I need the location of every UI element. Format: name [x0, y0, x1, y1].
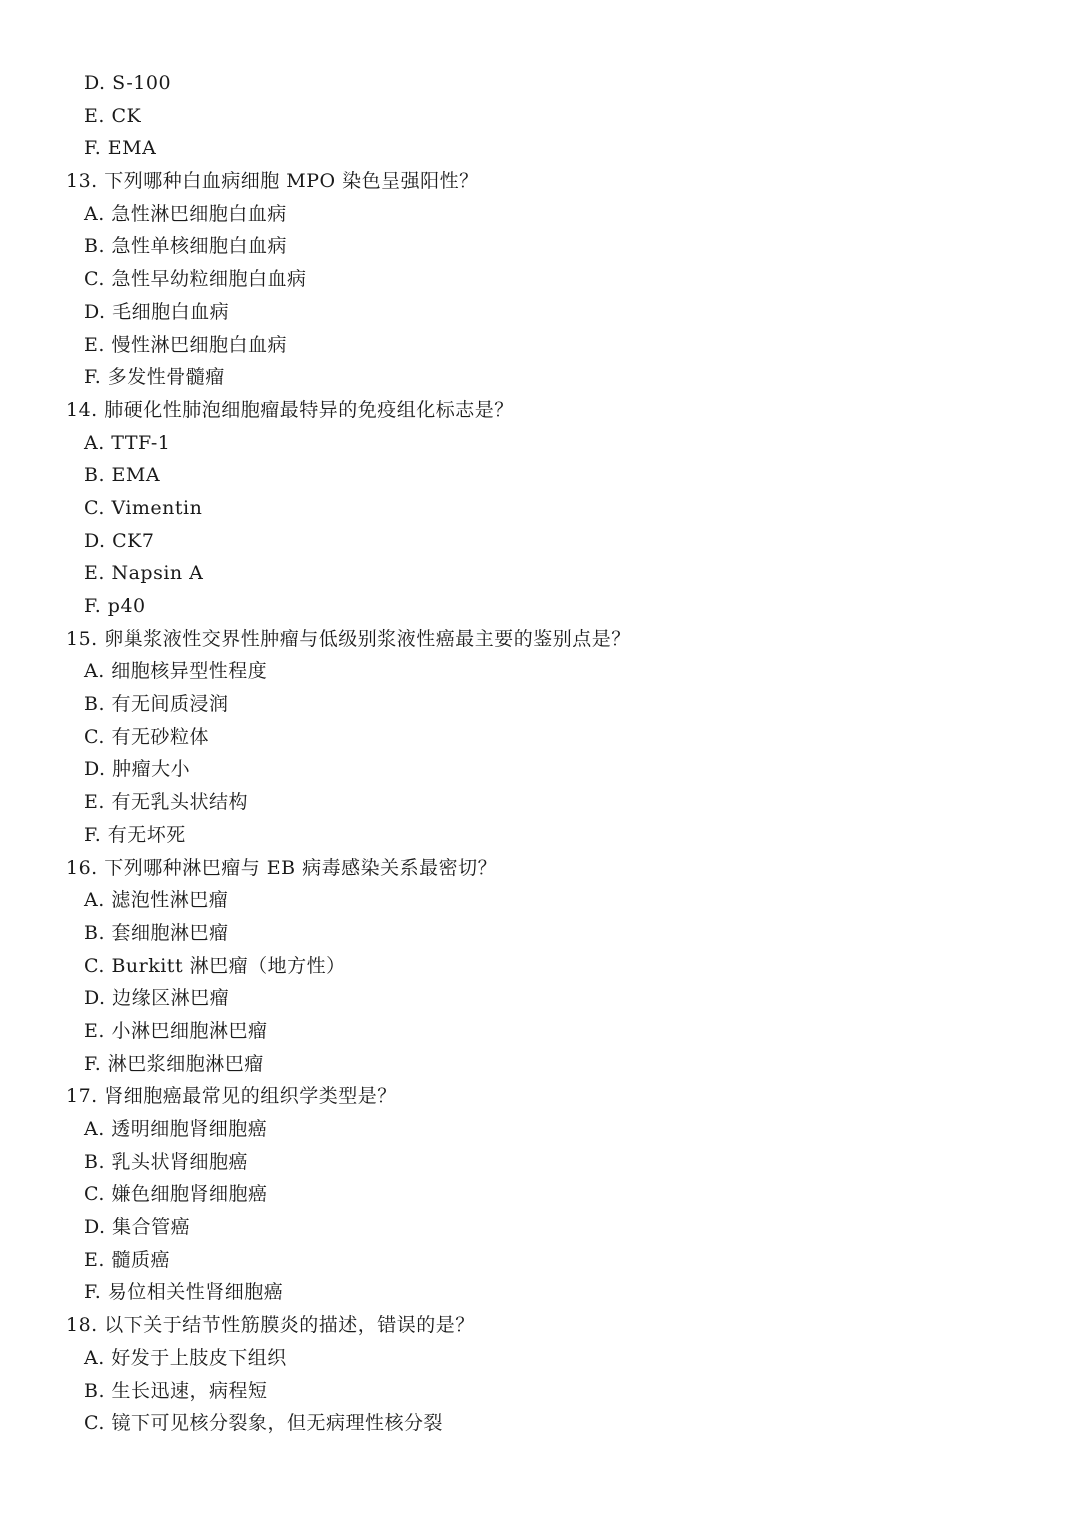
option-line: B. EMA [84, 464, 161, 487]
option-line: C. Vimentin [84, 496, 203, 519]
option-line: C. 有无砂粒体 [84, 725, 209, 748]
exam-document [0, 67, 1080, 1440]
option-line: E. 髓质癌 [84, 1248, 170, 1271]
option-line: A. TTF-1 [84, 431, 171, 454]
question-stem: 15. 卵巢浆液性交界性肿瘤与低级别浆液性癌最主要的鉴别点是？ [66, 627, 631, 650]
option-line: D. CK7 [84, 529, 155, 552]
option-line: B. 乳头状肾细胞癌 [84, 1150, 249, 1173]
question-stem: 18. 以下关于结节性筋膜炎的描述，错误的是？ [66, 1314, 475, 1337]
option-line: A. 细胞核异型性程度 [84, 660, 268, 683]
option-line: B. 生长迅速，病程短 [84, 1379, 268, 1402]
question-stem: 16. 下列哪种淋巴瘤与 EB 病毒感染关系最密切？ [66, 856, 498, 879]
option-line: F. 有无坏死 [84, 823, 186, 846]
question-stem: 14. 肺硬化性肺泡细胞瘤最特异的免疫组化标志是？ [66, 398, 514, 421]
option-line: F. 淋巴浆细胞淋巴瘤 [84, 1052, 264, 1075]
option-line: D. S-100 [84, 72, 172, 94]
option-line: F. 多发性骨髓瘤 [84, 366, 225, 389]
option-line: D. 边缘区淋巴瘤 [84, 987, 230, 1010]
option-line: E. 有无乳头状结构 [84, 791, 248, 814]
option-line: A. 急性淋巴细胞白血病 [84, 202, 287, 225]
option-line: F. EMA [84, 137, 157, 160]
option-line: A. 好发于上肢皮下组织 [84, 1346, 287, 1369]
option-line: E. 慢性淋巴细胞白血病 [84, 333, 287, 356]
option-line: E. Napsin A [84, 562, 204, 585]
option-line: D. 集合管癌 [84, 1216, 191, 1239]
option-line: F. 易位相关性肾细胞癌 [84, 1281, 284, 1304]
option-line: F. p40 [84, 595, 146, 617]
question-stem: 17. 肾细胞癌最常见的组织学类型是？ [66, 1085, 397, 1108]
option-line: E. 小淋巴细胞淋巴瘤 [84, 1019, 268, 1042]
option-line: B. 急性单核细胞白血病 [84, 235, 288, 258]
question-stem: 13. 下列哪种白血病细胞 MPO 染色呈强阳性？ [66, 170, 479, 193]
option-line: A. 滤泡性淋巴瘤 [84, 889, 229, 912]
option-line: D. 毛细胞白血病 [84, 300, 230, 323]
option-line: B. 套细胞淋巴瘤 [84, 921, 229, 944]
option-line: A. 透明细胞肾细胞癌 [84, 1118, 268, 1140]
option-line: E. CK [84, 104, 142, 127]
option-line: C. 急性早幼粒细胞白血病 [84, 268, 307, 291]
option-line: C. 镜下可见核分裂象，但无病理性核分裂 [84, 1412, 443, 1435]
option-line: C. Burkitt 淋巴瘤（地方性） [84, 954, 346, 977]
option-line: B. 有无间质浸润 [84, 693, 229, 716]
option-line: C. 嫌色细胞肾细胞癌 [84, 1183, 268, 1206]
option-line: D. 肿瘤大小 [84, 758, 191, 781]
